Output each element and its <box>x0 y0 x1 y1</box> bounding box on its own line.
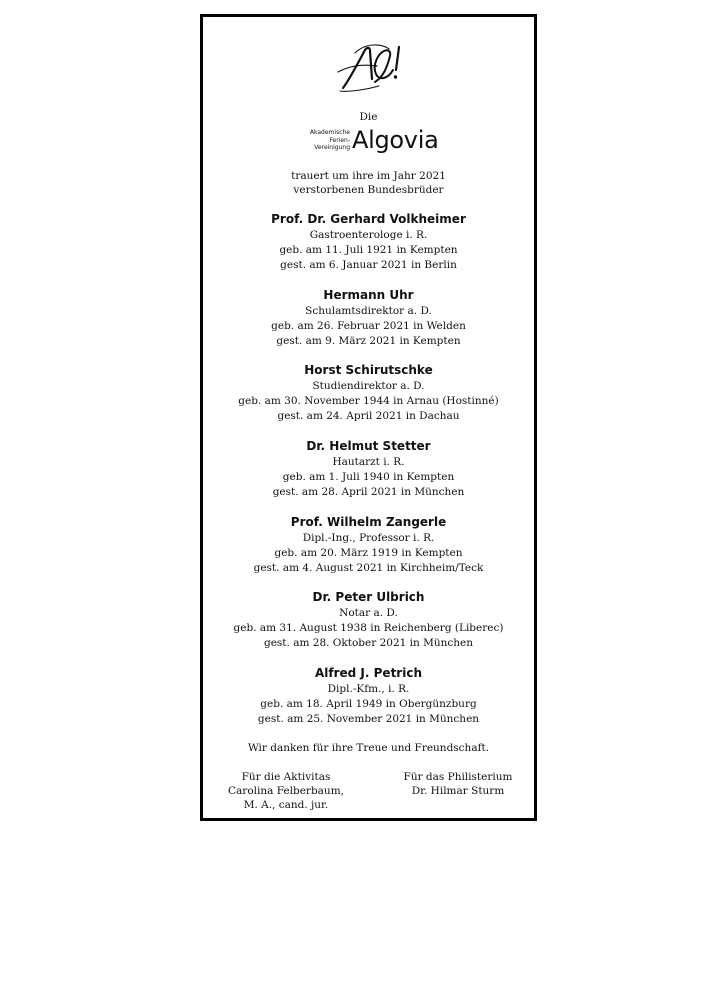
person-born: geb. am 26. Februar 2021 in Welden <box>271 320 466 332</box>
obituary-notice <box>200 14 537 821</box>
person-title: Notar a. D. <box>339 607 398 619</box>
thanks-line: Wir danken für ihre Treue und Freundschaft. <box>247 742 490 754</box>
person-died: gest. am 4. August 2021 in Kirchheim/Teck <box>253 562 484 574</box>
person-died: gest. am 24. April 2021 in Dachau <box>277 410 460 422</box>
person-title: Studiendirektor a. D. <box>312 380 425 392</box>
monogram-logo-icon <box>335 41 405 95</box>
person-died: gest. am 28. Oktober 2021 in München <box>263 637 474 649</box>
organization-name: Algovia <box>352 126 439 154</box>
org-small-line: Vereinigung <box>314 144 350 151</box>
person-died: gest. am 6. Januar 2021 in Berlin <box>280 259 457 271</box>
person-title: Hautarzt i. R. <box>332 456 405 468</box>
signature-philisterium <box>383 770 533 798</box>
organization-brand <box>203 127 534 157</box>
org-small-line: Akademische <box>309 129 350 136</box>
die-label: Die <box>359 111 378 123</box>
person-name: Prof. Dr. Gerhard Volkheimer <box>271 212 466 226</box>
person-died: gest. am 28. April 2021 in München <box>272 486 465 498</box>
intro-line: verstorbenen Bundesbrüder <box>293 184 444 196</box>
person-name: Horst Schirutschke <box>304 363 433 377</box>
person-title: Dipl.-Kfm., i. R. <box>327 683 410 695</box>
org-small-line: Ferien- <box>329 136 350 144</box>
person-born: geb. am 11. Juli 1921 in Kempten <box>279 244 458 256</box>
person-born: geb. am 30. November 1944 in Arnau (Hostinné) <box>238 395 499 407</box>
person-died: gest. am 9. März 2021 in Kempten <box>276 335 461 347</box>
person-name: Dr. Peter Ulbrich <box>312 590 425 604</box>
person-title: Dipl.-Ing., Professor i. R. <box>302 532 435 544</box>
person-title: Schulamtsdirektor a. D. <box>305 305 432 317</box>
person-born: geb. am 1. Juli 1940 in Kempten <box>282 471 455 483</box>
person-name: Dr. Helmut Stetter <box>306 439 431 453</box>
person-title: Gastroenterologe i. R. <box>309 229 428 241</box>
person-born: geb. am 31. August 1938 in Reichenberg (Liberec) <box>233 622 504 634</box>
person-name: Hermann Uhr <box>323 288 414 302</box>
person-born: geb. am 18. April 1949 in Obergünzburg <box>260 698 477 710</box>
notice-content <box>203 17 534 818</box>
signature-line: Für die Aktivitas <box>241 771 331 783</box>
person-name: Prof. Wilhelm Zangerle <box>290 515 447 529</box>
signature-aktivitas <box>211 770 361 812</box>
signature-line: M. A., cand. jur. <box>243 799 329 811</box>
person-died: gest. am 25. November 2021 in München <box>257 713 480 725</box>
person-name: Alfred J. Petrich <box>314 666 422 680</box>
signature-line: Carolina Felberbaum, <box>228 785 344 797</box>
signature-line: Für das Philisterium <box>403 771 513 783</box>
organization-subtitle <box>306 129 350 152</box>
signature-line: Dr. Hilmar Sturm <box>411 785 505 797</box>
person-born: geb. am 20. März 1919 in Kempten <box>274 547 463 559</box>
intro-line: trauert um ihre im Jahr 2021 <box>291 170 446 182</box>
